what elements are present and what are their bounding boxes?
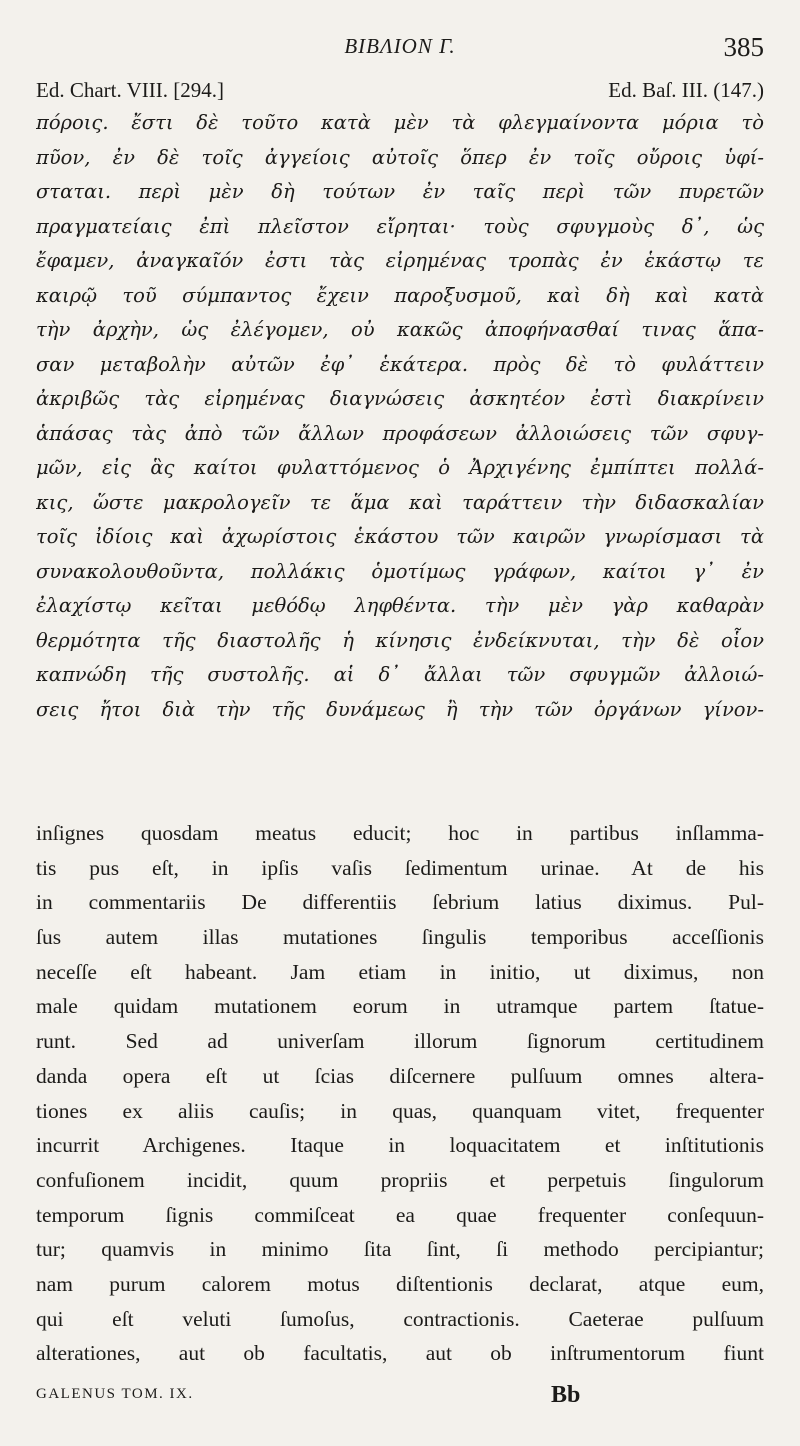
latin-text-line: inſignes quosdam meatus educit; hoc in partibus inſlamma- <box>36 821 764 845</box>
greek-text-line: κις, ὥστε μακρολογεῖν τε ἅμα καὶ ταράττειν τὴν διδασκαλίαν <box>36 490 764 514</box>
greek-text-line: πῦον, ἐν δὲ τοῖς ἀγγείοις αὐτοῖς ὅπερ ἐν τοῖς οὔροις ὑφί- <box>36 145 764 169</box>
latin-text-line: temporum ſignis commiſceat ea quae frequenter conſequun- <box>36 1202 764 1227</box>
latin-text-line: runt. Sed ad univerſam illorum ſignorum certitudinem <box>36 1029 764 1054</box>
latin-text-line: qui eſt veluti ſumoſus, contractionis. Caeterae pulſuum <box>36 1306 764 1331</box>
latin-text-line: tiones ex aliis cauſis; in quas, quanquam vitet, frequenter <box>36 1098 764 1123</box>
latin-text-line: in commentariis De differentiis ſebrium latius diximus. Pul- <box>36 890 764 915</box>
latin-text-line: tis pus eſt, in ipſis vaſis ſedimentum urinae. At de his <box>36 855 764 880</box>
greek-text-line: τοῖς ἰδίοις καὶ ἀχωρίστοις ἑκάστου τῶν καιρῶν γνωρίσμασι τὰ <box>36 525 764 548</box>
greek-text-line: σταται. περὶ μὲν δὴ τούτων ἐν ταῖς περὶ τῶν πυρετῶν <box>36 180 764 203</box>
ed-chart-reference: Ed. Chart. VIII. [294.] <box>36 78 224 102</box>
latin-text-block <box>36 816 764 1371</box>
greek-text-line: ἀκριβῶς τὰς εἰρημένας διαγνώσεις ἀσκητέον ἐστὶ διακρίνειν <box>36 387 764 410</box>
latin-text-line: alterationes, aut ob facultatis, aut ob inſtrumentorum fiunt <box>36 1341 764 1366</box>
latin-text-line: danda opera eſt ut ſcias diſcernere pulſuum omnes altera- <box>36 1063 764 1088</box>
greek-text-line: θερμότητα τῆς διαστολῆς ἡ κίνησις ἐνδείκνυται, τὴν δὲ οἷον <box>36 628 764 652</box>
greek-text-line: σεις ἤτοι διὰ τὴν τῆς δυνάμεως ἢ τὴν τῶν ὀργάνων γίνον- <box>36 697 764 721</box>
page-number: 385 <box>723 32 764 62</box>
greek-text-line: ἔφαμεν, ἀναγκαῖόν ἐστι τὰς εἰρημένας τροπὰς ἐν ἑκάστῳ τε <box>36 249 764 272</box>
latin-text-line: neceſſe eſt habeant. Jam etiam in initio, ut diximus, non <box>36 959 764 984</box>
latin-text-line: confuſionem incidit, quum propriis et perpetuis ſingulorum <box>36 1167 764 1192</box>
greek-text-line: μῶν, εἰς ἃς καίτοι φυλαττόμενος ὁ Ἀρχιγένης ἐμπίπτει πολλά- <box>36 456 764 479</box>
greek-text-line: συνακολουθοῦντα, πολλάκις ὁμοτίμως γράφων, καίτοι γ᾽ ἐν <box>36 559 764 583</box>
page-footer <box>36 1382 764 1412</box>
greek-text-line: τὴν ἀρχὴν, ὡς ἐλέγομεν, οὐ κακῶς ἀποφήνασθαί τινας ἅπα- <box>36 318 764 341</box>
latin-text-line: tur; quamvis in minimo ſita ſint, ſi methodo percipiantur; <box>36 1237 764 1262</box>
greek-text-line: ἐλαχίστῳ κεῖται μεθόδῳ ληφθέντα. τὴν μὲν γὰρ καθαρὰν <box>36 594 764 617</box>
edition-references <box>36 78 764 104</box>
latin-text-line: nam purum calorem motus diſtentionis declarat, atque eum, <box>36 1271 764 1296</box>
greek-text-block <box>36 106 764 727</box>
greek-text-line: πραγματείαις ἐπὶ πλεῖστον εἴρηται· τοὺς σφυγμοὺς δ᾽, ὡς <box>36 214 764 238</box>
greek-text-line: σαν μεταβολὴν αὐτῶν ἐφ᾽ ἑκάτερα. πρὸς δὲ τὸ φυλάττειν <box>36 352 764 376</box>
greek-text-line: ἁπάσας τὰς ἀπὸ τῶν ἄλλων προφάσεων ἀλλοιώσεις τῶν σφυγ- <box>36 421 764 445</box>
latin-text-line: incurrit Archigenes. Itaque in loquacitatem et inſtitutionis <box>36 1133 764 1158</box>
latin-text-line: male quidam mutationem eorum in utramque partem ſtatue- <box>36 994 764 1019</box>
latin-text-line: ſus autem illas mutationes ſingulis temporibus acceſſionis <box>36 925 764 950</box>
volume-label: GALENUS TOM. IX. <box>36 1386 194 1402</box>
greek-text-line: καιρῷ τοῦ σύμπαντος ἔχειν παροξυσμοῦ, καὶ δὴ καὶ κατὰ <box>36 283 764 307</box>
ed-bas-reference: Ed. Baſ. III. (147.) <box>608 78 764 102</box>
signature-mark: Bb <box>551 1382 581 1408</box>
greek-text-line: πόροις. ἔστι δὲ τοῦτο κατὰ μὲν τὰ φλεγμαίνοντα μόρια τὸ <box>36 111 764 134</box>
running-title: ΒΙΒΛΙΟΝ Γ. <box>344 34 456 58</box>
greek-text-line: καπνώδη τῆς συστολῆς. αἱ δ᾽ ἄλλαι τῶν σφυγμῶν ἀλλοιώ- <box>36 663 764 686</box>
